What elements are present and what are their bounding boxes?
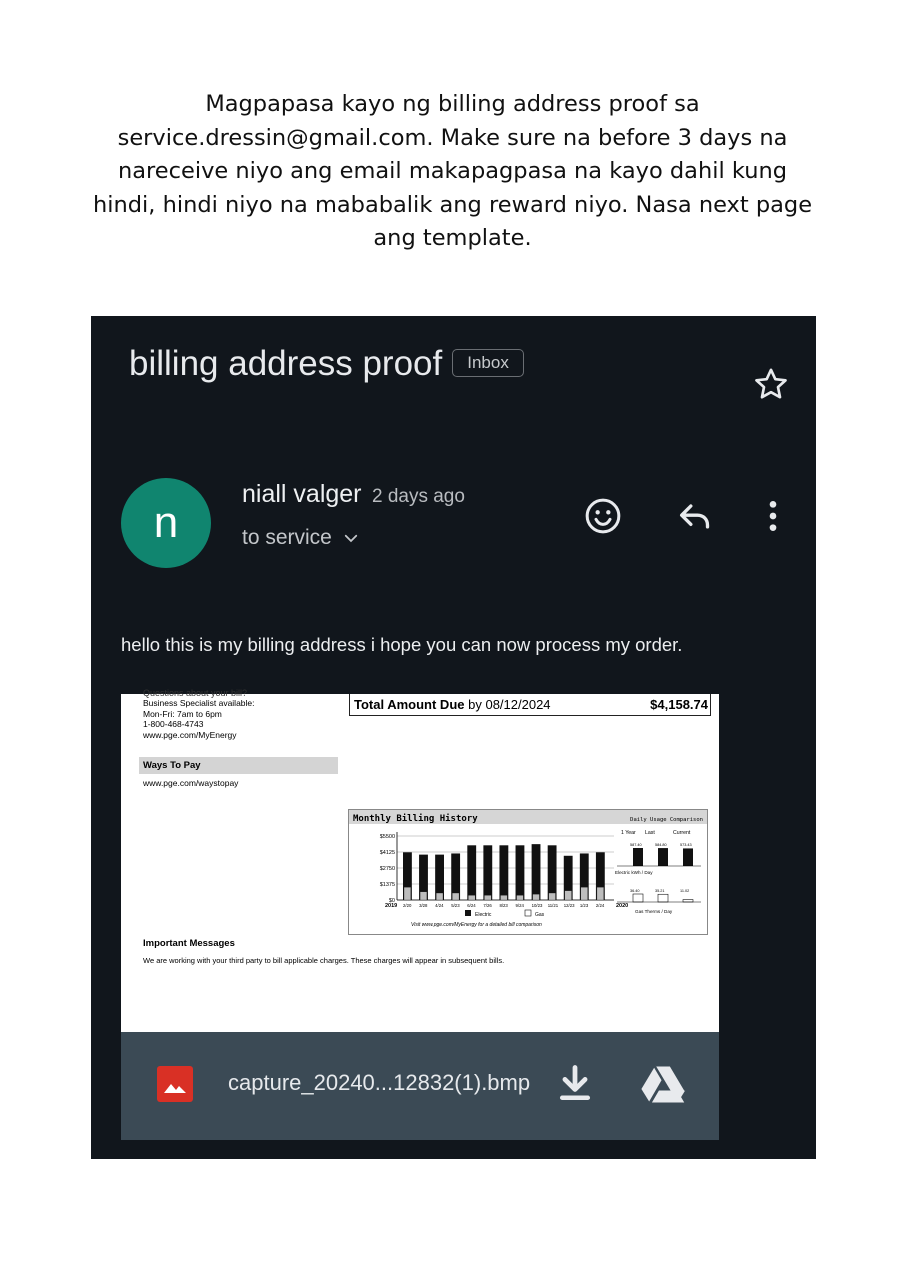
recipient-text: to service xyxy=(242,526,332,549)
billing-history-chart xyxy=(349,810,707,934)
bill-contact-line: 1-800-468-4743 xyxy=(143,719,204,730)
bar-gas xyxy=(436,893,443,900)
y-tick-label: $5500 xyxy=(379,834,395,840)
bar-electric xyxy=(499,845,508,900)
bar-gas xyxy=(420,892,427,900)
bar-electric xyxy=(516,845,525,900)
email-screenshot xyxy=(91,316,816,1159)
bar-gas xyxy=(468,895,475,900)
attachment-filename[interactable]: capture_20240...12832(1).bmp xyxy=(228,1070,531,1095)
chart-title: Monthly Billing History xyxy=(353,814,478,824)
bill-contact-line: Mon-Fri: 7am to 6pm xyxy=(143,708,222,719)
bar-gas xyxy=(597,887,604,900)
bar-gas xyxy=(549,893,556,900)
daily-header: 1 Year xyxy=(621,830,636,836)
bill-contact-line: www.pge.com/MyEnergy xyxy=(143,729,237,740)
x-tick-label: 10/23 xyxy=(531,903,543,908)
y-tick-label: $4125 xyxy=(379,850,395,856)
y-tick-label: $2750 xyxy=(379,866,395,872)
ways-to-pay-heading: Ways To Pay xyxy=(139,757,338,774)
sender-line xyxy=(242,480,465,509)
x-tick-label: 7/26 xyxy=(483,903,492,908)
daily-gas-value: 36.40 xyxy=(630,889,640,893)
bar-gas xyxy=(517,895,524,900)
x-tick-label: 2/24 xyxy=(595,903,605,908)
daily-comparison-title: Daily Usage Comparison xyxy=(630,817,703,823)
x-tick-label: 2020 xyxy=(616,903,629,909)
daily-electric-bar xyxy=(633,848,643,866)
instructions-text: Magpapasa kayo ng billing address proof sa service.dressin@gmail.com. Make sure na before 3 days na nareceive niyo ang email makapagpasa na kayo dahil kung hindi, hindi niyo na mababalik ang reward niyo. Nasa next page ang template. xyxy=(92,91,813,251)
daily-gas-bar xyxy=(683,900,693,902)
daily-electric-value: 573.43 xyxy=(680,843,692,847)
daily-electric-value: 587.40 xyxy=(630,843,642,847)
daily-gas-label: Gas Therms / Day xyxy=(635,909,673,914)
x-tick-label: 12/23 xyxy=(563,903,575,908)
attachment-preview[interactable] xyxy=(121,688,719,1032)
x-tick-label: 5/23 xyxy=(451,903,460,908)
total-amount-due xyxy=(349,694,711,716)
total-due-date: by 08/12/2024 xyxy=(468,697,551,712)
download-icon[interactable] xyxy=(553,1062,597,1106)
bar-gas xyxy=(565,891,572,900)
bar-electric xyxy=(548,845,557,900)
x-tick-label: 8/23 xyxy=(499,903,508,908)
email-subject-row xyxy=(129,344,524,384)
bill-contact-line: Business Specialist available: xyxy=(143,698,255,708)
attachment-bar xyxy=(121,1032,719,1140)
important-messages-text: We are working with your third party to bill applicable charges. These charges will appear in subsequent bills. xyxy=(143,956,505,965)
daily-gas-bar xyxy=(658,894,668,902)
daily-electric-bar xyxy=(683,848,693,866)
legend-label-electric: Electric xyxy=(475,912,492,918)
reply-icon xyxy=(675,496,715,536)
bill-contact-block xyxy=(143,688,343,740)
y-tick-label: $0 xyxy=(388,898,395,904)
x-tick-label: 9/24 xyxy=(515,903,524,908)
bar-gas xyxy=(533,894,540,900)
bar-gas xyxy=(404,887,411,900)
x-tick-label: 2/20 xyxy=(403,903,412,908)
chevron-down-icon[interactable] xyxy=(342,529,360,547)
daily-gas-bar xyxy=(633,894,643,902)
daily-electric-value: 584.80 xyxy=(655,843,667,847)
x-tick-label: 2019 xyxy=(385,903,398,909)
reply-button[interactable] xyxy=(673,494,717,538)
bar-gas xyxy=(484,895,491,900)
daily-gas-value: 35.21 xyxy=(655,889,665,893)
daily-header: Last xyxy=(645,830,655,836)
ways-to-pay-url: www.pge.com/waystopay xyxy=(143,778,239,788)
total-amount: $4,158.74 xyxy=(650,697,708,712)
daily-header: Current xyxy=(673,830,691,836)
inbox-label-badge[interactable]: Inbox xyxy=(452,349,524,377)
sender-name[interactable]: niall valger xyxy=(242,480,362,508)
x-tick-label: 6/24 xyxy=(467,903,476,908)
bar-gas xyxy=(500,895,507,900)
billing-history-panel xyxy=(348,809,708,935)
bar-electric xyxy=(483,845,492,900)
bar-gas xyxy=(581,887,588,900)
x-tick-label: 4/24 xyxy=(435,903,444,908)
react-emoji-button[interactable] xyxy=(581,494,625,538)
total-label: Total Amount Due xyxy=(354,697,465,712)
sender-avatar[interactable]: n xyxy=(121,478,211,568)
drive-icon[interactable] xyxy=(639,1062,687,1106)
recipient-toggle[interactable] xyxy=(242,526,360,550)
important-messages-title: Important Messages xyxy=(143,938,235,949)
x-tick-label: 1/23 xyxy=(579,903,589,908)
legend-swatch-electric xyxy=(465,910,471,916)
emoji-icon xyxy=(583,496,623,536)
bar-electric xyxy=(532,844,541,900)
bar-gas xyxy=(452,893,459,900)
total-label-group xyxy=(354,697,551,712)
star-icon[interactable] xyxy=(751,364,791,404)
daily-electric-bar xyxy=(658,848,668,866)
x-tick-label: 11/21 xyxy=(547,903,559,908)
daily-gas-value: 11.02 xyxy=(680,889,690,893)
bar-electric xyxy=(467,845,476,900)
legend-swatch-gas xyxy=(525,910,531,916)
x-tick-label: 3/28 xyxy=(419,903,428,908)
sent-time: 2 days ago xyxy=(371,486,465,507)
bill-cut-heading: Questions about your bill? xyxy=(143,688,248,698)
email-subject: billing address proof xyxy=(129,344,443,383)
more-options-button[interactable] xyxy=(751,494,795,538)
daily-electric-label: Electric kWh / Day xyxy=(615,870,653,875)
image-file-icon xyxy=(157,1066,193,1102)
chart-footer-note: Visit www.pge.com/MyEnergy for a detailed bill comparison xyxy=(411,922,542,928)
legend-label-gas: Gas xyxy=(535,912,545,918)
attachment-card[interactable] xyxy=(121,688,719,1140)
more-vert-icon xyxy=(753,496,793,536)
y-tick-label: $1375 xyxy=(379,882,395,888)
email-body: hello this is my billing address i hope you can now process my order. xyxy=(121,634,683,655)
